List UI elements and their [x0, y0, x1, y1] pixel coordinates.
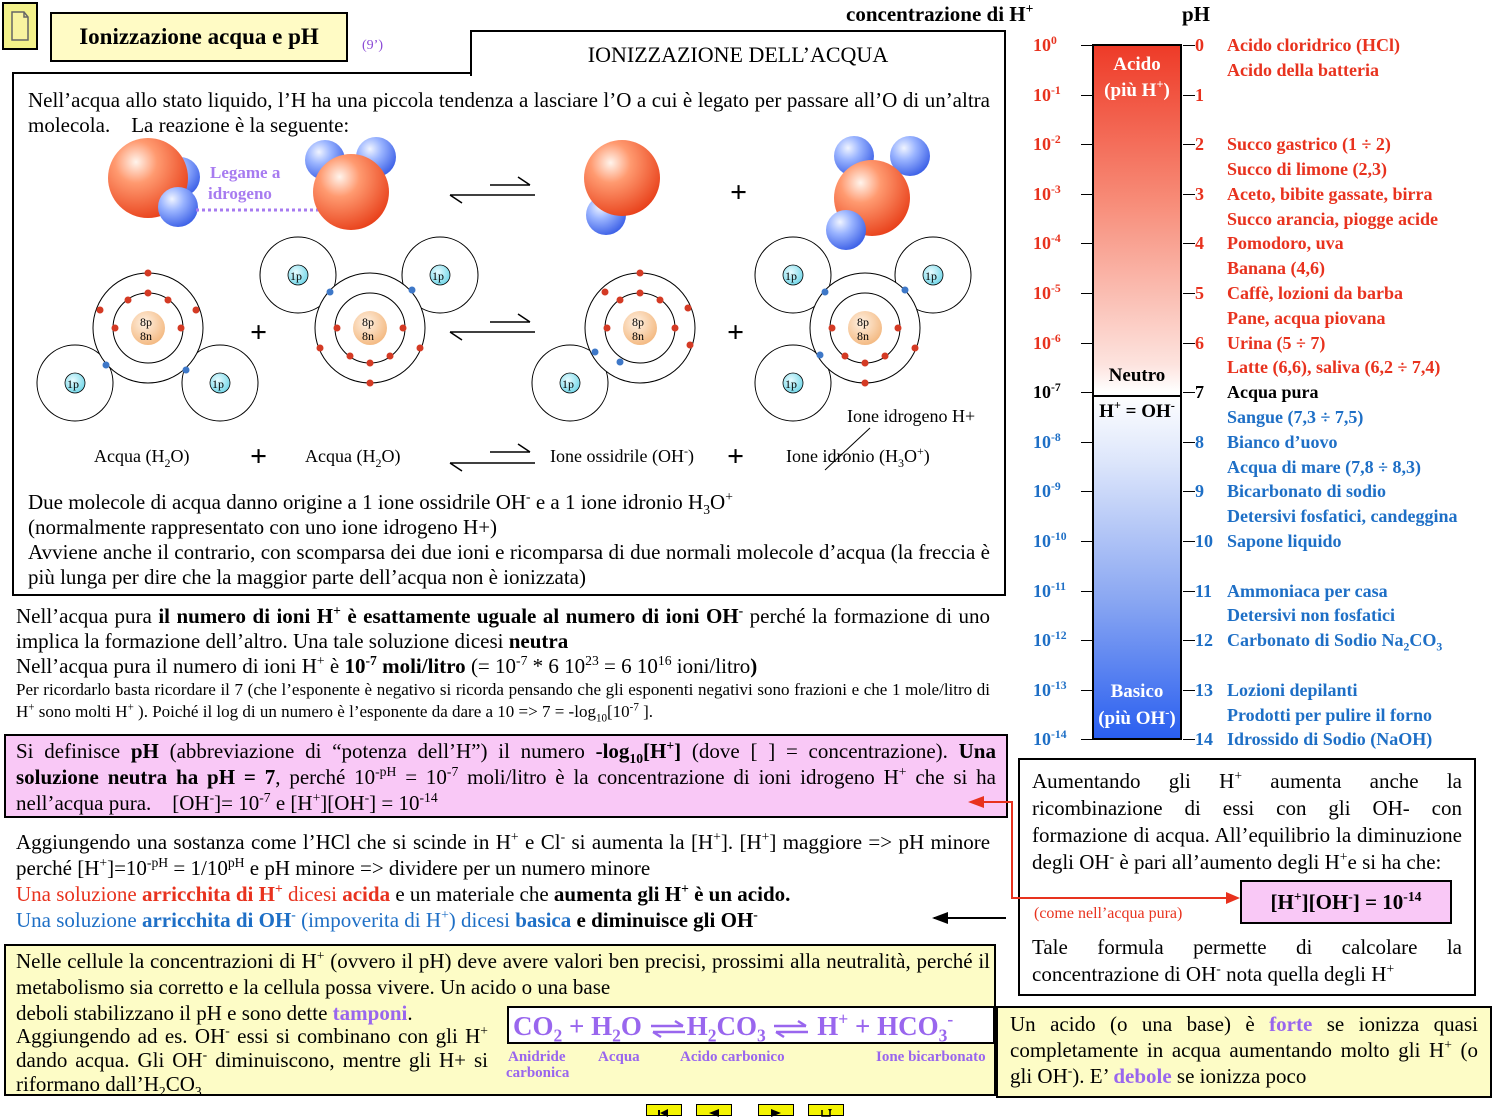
scale-tick: [1183, 95, 1195, 96]
ph-example: Acqua pura: [1227, 382, 1319, 403]
buffers-text-2: Aggiungendo ad es. OH- essi si combinano con gli H+ dando acqua. Gli OH- diminuiscono, mentre gli H+ si riformano $dall’H_2CO_3$: [16, 1023, 488, 1100]
page-title: Ionizzazione acqua e pH: [50, 12, 348, 62]
scale-header-concentration: concentrazione di H+: [846, 1, 1034, 26]
ph-value: 6: [1195, 332, 1204, 353]
ph-row: [1033, 579, 1500, 604]
scale-tick: [1183, 541, 1195, 542]
svg-text:+: +: [250, 316, 268, 349]
water-atom-model-2: [260, 237, 478, 387]
ph-row: [1033, 380, 1500, 405]
equilibrium-arrows-icon: [649, 1019, 687, 1039]
concentration-value: $10^{-6}$: [1033, 331, 1061, 353]
label-water-2: Acqua $(H_2O)$: [305, 446, 401, 470]
concentration-value: $10^{-1}$: [1033, 83, 1061, 105]
hydronium-molecule: [826, 136, 930, 250]
concentration-value: $10^{-13}$: [1033, 678, 1067, 700]
scale-tick: [1183, 491, 1195, 492]
concentration-value: $10^{-8}$: [1033, 430, 1061, 452]
ph-example-extra: Detersivi non fosfatici: [1227, 605, 1395, 626]
ph-value: 3: [1195, 183, 1204, 204]
scale-tick-left: [1081, 293, 1093, 294]
strong-weak-box: Un acido (o una base) è forte se ionizza quasi completamente in acqua aumentando molto gli H+ (o gli OH-). E’ debole se ionizza poco: [996, 1006, 1492, 1098]
ph-value: 4: [1195, 233, 1204, 254]
equilibrium-arrow-top: [450, 177, 535, 203]
ph-example: Pomodoro, uva: [1227, 233, 1344, 254]
scale-tick: [1183, 392, 1195, 393]
panel-title-text: IONIZZAZIONE DELL’ACQUA: [587, 42, 889, 67]
formula-connector-arrow: [960, 790, 1250, 920]
scale-tick-left: [1081, 739, 1093, 740]
scale-tick-left: [1081, 442, 1093, 443]
svg-text:+: +: [727, 440, 745, 473]
ionization-panel-title: [470, 30, 1006, 76]
ph-row: [1033, 182, 1500, 207]
ph-example: Sapone liquido: [1227, 531, 1342, 551]
ph-example: Bianco d’uovo: [1227, 431, 1338, 452]
ph-example: Ammoniaca per casa: [1227, 580, 1388, 601]
ph-row: [1033, 479, 1500, 504]
carbonic-equation-box: $CO_2 + H_2O$ $H_2CO_3$ $H^+ + HCO_3^-$: [507, 1006, 995, 1044]
return-icon: [809, 1108, 843, 1117]
svg-text:1p: 1p: [212, 377, 224, 391]
ph-value: 0: [1195, 35, 1204, 55]
equilibrium-arrows-icon-2: [772, 1019, 810, 1039]
scale-tick: [1183, 144, 1195, 145]
scale-tick-left: [1081, 541, 1093, 542]
ph-value: 7: [1195, 382, 1204, 403]
return-button[interactable]: [808, 1104, 844, 1116]
acid-region-label: Acido (più H+): [1104, 54, 1170, 101]
svg-text:idrogeno: idrogeno: [208, 184, 272, 203]
equilibrium-formula: $[H^+][OH^-] = 10^{-14}$: [1240, 880, 1452, 924]
scale-tick-left: [1081, 45, 1093, 46]
hydroxide-molecule: [584, 140, 660, 235]
scale-tick-left: [1081, 95, 1093, 96]
ph-example: Lozioni depilanti: [1227, 679, 1358, 700]
ph-example: Acido cloridrico (HCl): [1227, 35, 1400, 55]
svg-text:8n: 8n: [632, 329, 644, 343]
svg-text:1p: 1p: [925, 269, 937, 283]
next-slide-icon: [759, 1108, 793, 1117]
scale-tick-left: [1081, 640, 1093, 641]
ph-row: [1033, 83, 1500, 108]
ph-row: [1033, 281, 1500, 306]
ph-row: [1033, 529, 1500, 554]
scale-tick-left: [1081, 491, 1093, 492]
duration-label: (9’): [362, 38, 383, 53]
svg-text:8n: 8n: [362, 329, 374, 343]
svg-text:+: +: [730, 176, 748, 209]
scale-tick: [1183, 739, 1195, 740]
ph-row: [1033, 331, 1500, 356]
svg-text:8p: 8p: [857, 315, 869, 329]
ph-example-extra: Succo arancia, piogge acide: [1227, 208, 1438, 229]
scale-tick: [1183, 293, 1195, 294]
scale-tick-left: [1081, 690, 1093, 691]
equilibrium-arrow-bottom: [450, 444, 535, 471]
water-atom-model-1: [37, 270, 258, 422]
ph-example-extra: Banana (4,6): [1227, 258, 1326, 279]
svg-text:Legame a: Legame a: [210, 163, 281, 182]
ph-example: Idrossido di Sodio (NaOH): [1227, 729, 1433, 750]
svg-text:8p: 8p: [362, 315, 374, 329]
scale-tick: [1183, 194, 1195, 195]
concentration-value: $10^{-7}$: [1033, 381, 1061, 403]
scale-tick-left: [1081, 343, 1093, 344]
basic-region-label: Basico (più OH-): [1098, 681, 1176, 729]
hydroxide-atom-model: [532, 270, 695, 422]
ph-example-extra: Acqua di mare (7,8 ÷ 8,3): [1227, 456, 1422, 477]
ph-row: [1033, 33, 1500, 58]
ph-definition-box: Si definisce pH (abbreviazione di “potenza dell’H”) il numero $-\log_{10}[H^+]$ (dove [ ] = concentrazione). Una soluzione neutra ha pH = 7, perché $10^{-pH} = 10^{-7}$ moli/litro è la concentrazione di ioni idrogeno H+ che si ha nell’acqua pura. $[OH^-]= 10^{-7}$ e $[H^+][OH^-] = 10^{-14}$: [4, 734, 1008, 818]
document-icon[interactable]: [2, 2, 38, 50]
water-molecule-right: [305, 137, 396, 230]
first-slide-icon: [647, 1108, 681, 1117]
concentration-value: $10^{-4}$: [1033, 232, 1061, 254]
buffers-text: Nelle cellule la concentrazioni di H+ (ovvero il pH) deve avere valori ben precisi, prossimi alla neutralità, perché il metabolismo sia corretto e la cellula possa vivere. Un acido o una base deboli stabilizzano il pH e sono dette tamponi.: [16, 948, 990, 1025]
concentration-value: $10^{-14}$: [1033, 728, 1067, 750]
ph-example-extra: Succo di limone (2,3): [1227, 159, 1387, 179]
concentration-value: $10^{-3}$: [1033, 182, 1061, 204]
svg-text:+: +: [727, 316, 745, 349]
concentration-value: $10^{-9}$: [1033, 480, 1061, 502]
previous-slide-icon: [697, 1108, 731, 1117]
concentration-value: $10^{-5}$: [1033, 282, 1061, 303]
scale-tick: [1183, 343, 1195, 344]
ph-row: [1033, 231, 1500, 256]
ionization-conclusion: Due molecole di acqua danno origine a 1 ione ossidrile OH- e a 1 ione idronio $H_3O^+$ (normalmente rappresentato con uno ione idrogeno H+) Avviene anche il contrario, con scomparsa dei due ioni e ricomparsa di due normali molecole d’acqua (la freccia è più lunga per dire che la maggior parte dell’acqua non è ionizzata): [28, 489, 990, 589]
water-ionization-diagram: [20, 130, 1005, 500]
ph-value: 14: [1195, 729, 1213, 750]
previous-slide-button[interactable]: [696, 1104, 732, 1116]
svg-text:+: +: [250, 440, 268, 473]
svg-text:1p: 1p: [67, 377, 79, 391]
first-slide-button[interactable]: [646, 1104, 682, 1116]
water-molecule-left: [108, 138, 200, 227]
svg-text:8p: 8p: [140, 315, 152, 329]
label-hydronium: Ione idronio $(H_3O^+)$: [786, 444, 930, 470]
ph-row: [1033, 430, 1500, 455]
recombination-text: Aumentando gli H+ aumenta anche la ricombinazione di essi con gli OH- con formazione di acqua. All’equilibrio la diminuzione degli OH- è pari all’aumento degli H+e si ha che:: [1032, 768, 1463, 874]
acid-base-section: Aggiungendo una sostanza come l’HCl che si scinde in H+ e Cl- si aumenta la [H+]. [H+] maggiore => pH minore perché $[H^+]=10^{-pH} = 1/10^{pH}$ e pH minore => dividere per un numero minore Una soluzione arricchita di H+ dicesi acida e un materiale che aumenta gli H+ è un acido. Una soluzione arricchita di OH- (impoverita di H+) dicesi basica e diminuisce gli OH-: [16, 829, 991, 932]
ph-example-extra: Latte (6,6), saliva (6,2 ÷ 7,4): [1227, 357, 1441, 378]
equilibrium-arrow-middle: [450, 314, 535, 340]
ph-row: [1033, 678, 1500, 703]
scale-tick-left: [1081, 243, 1093, 244]
ph-value: 10: [1195, 531, 1213, 551]
ph-row: [1033, 727, 1500, 752]
ph-example: Succo gastrico (1 ÷ 2): [1227, 134, 1391, 155]
svg-text:8p: 8p: [632, 315, 644, 329]
concentration-value: $10^0$: [1033, 34, 1057, 55]
ph-example-extra: Prodotti per pulire il forno: [1227, 704, 1432, 725]
ph-example: Aceto, bibite gassate, birra: [1227, 183, 1433, 204]
svg-text:1p: 1p: [290, 269, 302, 283]
hydronium-atom-model: [755, 237, 971, 421]
scale-header-ph: pH: [1182, 2, 1211, 26]
ph-example-extra: Sangue (7,3 ÷ 7,5): [1227, 407, 1364, 427]
scale-tick-left: [1081, 591, 1093, 592]
hydrogen-bond-label: [196, 163, 320, 210]
scale-tick: [1183, 690, 1195, 691]
scale-tick: [1183, 640, 1195, 641]
ph-row: [1033, 628, 1500, 653]
ionization-intro: Nell’acqua allo stato liquido, l’H ha una piccola tendenza a lasciare l’O a cui è legato per passare all’O di un’altra molecola. La reazione è la seguente:: [28, 88, 990, 137]
next-slide-button[interactable]: [758, 1104, 794, 1116]
concentration-value: $10^{-2}$: [1033, 133, 1061, 155]
ph-example: Caffè, lozioni da barba: [1227, 283, 1404, 303]
svg-text:1p: 1p: [562, 377, 574, 391]
scale-tick: [1183, 45, 1195, 46]
concentration-value: $10^{-12}$: [1033, 629, 1067, 651]
scale-tick-left: [1081, 144, 1093, 145]
ph-example: Bicarbonato di sodio: [1227, 481, 1387, 502]
concentration-value: $10^{-10}$: [1033, 530, 1067, 551]
ph-example: Urina (5 ÷ 7): [1227, 332, 1326, 353]
equation-labels: Anidride carbonica Acqua Acido carbonico Ione bicarbonato: [506, 1049, 986, 1081]
ph-value: 11: [1195, 580, 1213, 601]
label-hydrogen-ion: Ione idrogeno H+: [847, 406, 976, 426]
ph-value: 2: [1195, 134, 1204, 155]
ph-value: 1: [1195, 84, 1204, 105]
ph-value: 13: [1195, 679, 1213, 700]
scale-tick-left: [1081, 392, 1093, 393]
svg-text:1p: 1p: [785, 269, 797, 283]
label-water-1: Acqua $(H_2O)$: [94, 446, 190, 470]
svg-text:8n: 8n: [140, 329, 152, 343]
svg-text:1p: 1p: [432, 269, 444, 283]
pure-water-note: (come nell’acqua pura): [1034, 905, 1183, 922]
neutral-water-section: Nell’acqua pura il numero di ioni H+ è esattamente uguale al numero di ioni OH- perché la formazione di uno implica la formazione dell’altro. Una tale soluzione dicesi neutra Nell’acqua pura il numero di ioni H+ è $10^{-7}$ moli/litro (= $10^{-7} * 6$ $10^{23} = 6$ $10^{16}$ ioni/litro) Per ricordarlo basta ricordare il 7 (che l’esponente è negativo si ricorda pensando che gli esponenti negativi sono frazioni e che 1 mole/litro di H+ sono molti H+ ). Poiché il log di un numero è l’esponente da dare a $10 => 7 = -\log_{10}[10^{-7}$ ].: [16, 603, 990, 725]
concentration-value: $10^{-11}$: [1033, 579, 1066, 601]
ph-example-extra: Pane, acqua piovana: [1227, 307, 1386, 328]
svg-text:8n: 8n: [857, 329, 869, 343]
ph-value: 12: [1195, 630, 1213, 651]
scale-tick: [1183, 591, 1195, 592]
recombination-text-2: Tale formula permette di calcolare la concentrazione di OH- nota quella degli H+: [1032, 935, 1462, 986]
ph-value: 9: [1195, 481, 1204, 502]
ph-row: [1033, 132, 1500, 157]
ph-example: Carbonato di Sodio $Na_2CO_3$: [1227, 630, 1443, 654]
ph-example-extra: Acido della batteria: [1227, 59, 1379, 80]
scale-tick: [1183, 442, 1195, 443]
ph-value: 8: [1195, 431, 1204, 452]
svg-text:1p: 1p: [785, 377, 797, 391]
scale-tick: [1183, 243, 1195, 244]
label-hydroxide: Ione ossidrile (OH-): [550, 444, 694, 466]
ph-value: 5: [1195, 283, 1204, 303]
scale-tick-left: [1081, 194, 1093, 195]
neutral-region-label: Neutro H+ = OH-: [1094, 363, 1180, 425]
ph-example-extra: Detersivi fosfatici, candeggina: [1227, 506, 1458, 527]
